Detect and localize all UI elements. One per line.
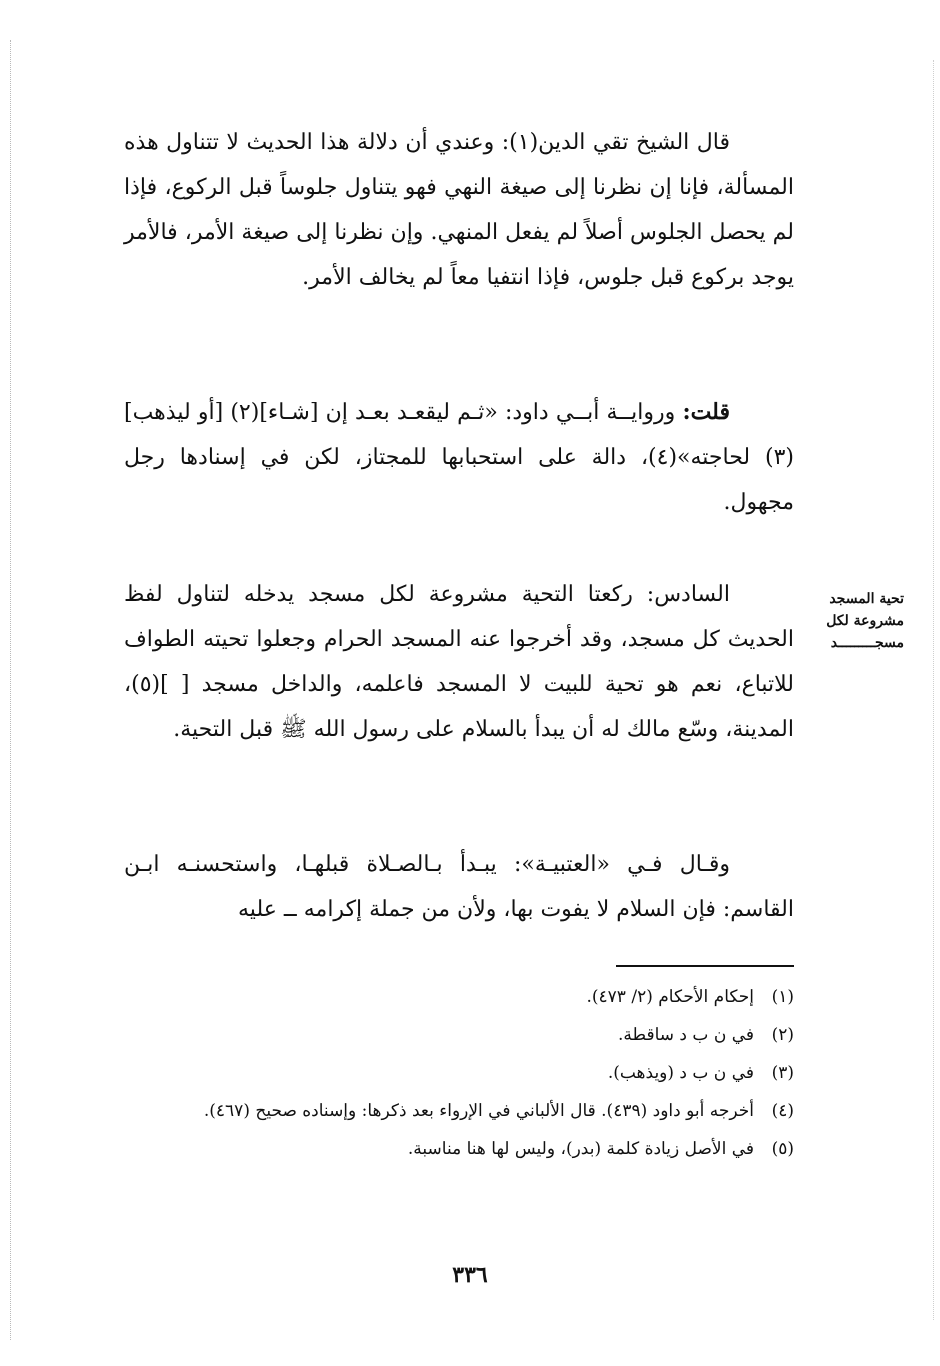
- footnote-number: (١): [771, 987, 794, 1007]
- paragraph-2-label: قلت:: [682, 399, 730, 425]
- footnote-item: [124, 1016, 794, 1054]
- footnote-divider: [616, 965, 794, 967]
- footnote-item: [124, 1054, 794, 1092]
- paragraph-2: [124, 390, 794, 525]
- footnote-item: [124, 1130, 794, 1168]
- footnote-number: (٢): [771, 1025, 794, 1045]
- footnote-text: أخرجه أبو داود (٤٣٩). قال الألباني في الإرواء بعد ذكرها: وإسناده صحيح (٤٦٧).: [203, 1101, 754, 1121]
- margin-note: تحية المسجد مشروعة لكل مسجـــــــــد: [826, 591, 904, 651]
- page-number: ٣٣٦: [452, 1262, 488, 1288]
- footnote-text: في الأصل زيادة كلمة (بدر)، وليس لها هنا مناسبة.: [407, 1139, 754, 1159]
- paragraph-3: [124, 572, 794, 752]
- page-edge-left: [10, 40, 11, 1340]
- footnote-list: [124, 978, 794, 1168]
- paragraph-2-text: وروايــة أبــي داود: «ثـم ليقعـد بعـد إن [شـاء](٢) [أو ليذهب](٣) لحاجته»(٤)، دالة على استحبابها للمجتاز، لكن في إسنادها رجل مجهول.: [124, 400, 794, 515]
- footnote-text: في ن ب د (ويذهب).: [607, 1063, 754, 1083]
- paragraph-3-label: السادس:: [646, 582, 730, 607]
- footnote-item: [124, 978, 794, 1016]
- paragraph-4-text: وقـال فـي «العتبيـة»: يبـدأ بـالصـلاة قبلهـا، واستحسنـه ابـن القاسم: فإن السلام لا يفوت بها، ولأن من جملة إكرامه ــ عليه: [124, 852, 794, 922]
- footnote-text: إحكام الأحكام (٢/ ٤٧٣).: [586, 987, 754, 1007]
- paragraph-4: [124, 842, 794, 932]
- footnote-number: (٤): [771, 1101, 794, 1121]
- paragraph-3-text: ركعتا التحية مشروعة لكل مسجد يدخله لتناول لفظ الحديث كل مسجد، وقد أخرجوا عنه المسجد الحرام وجعلوا تحيته الطواف للاتباع، نعم هو تحية للبيت لا المسجد فاعلمه، والداخل مسجد [ ](٥)، المدينة، وسّع مالك له أن يبدأ بالسلام على رسول الله ﷺ قبل التحية.: [124, 582, 794, 742]
- paragraph-1: [124, 120, 794, 300]
- footnote-number: (٣): [771, 1063, 794, 1083]
- footnote-text: في ن ب د ساقطة.: [618, 1025, 754, 1045]
- footnote-number: (٥): [771, 1139, 794, 1159]
- paragraph-1-text: قال الشيخ تقي الدين(١): وعندي أن دلالة هذا الحديث لا تتناول هذه المسألة، فإنا إن نظرنا إلى صيغة النهي فهو يتناول جلوساً قبل الركوع، فإذا لم يحصل الجلوس أصلاً لم يفعل المنهي. وإن نظرنا إلى صيغة الأمر، فالأمر يوجد بركوع قبل جلوس، فإذا انتفيا معاً لم يخالف الأمر.: [124, 130, 794, 290]
- page-edge-right: [933, 60, 934, 1320]
- footnote-item: [124, 1092, 794, 1130]
